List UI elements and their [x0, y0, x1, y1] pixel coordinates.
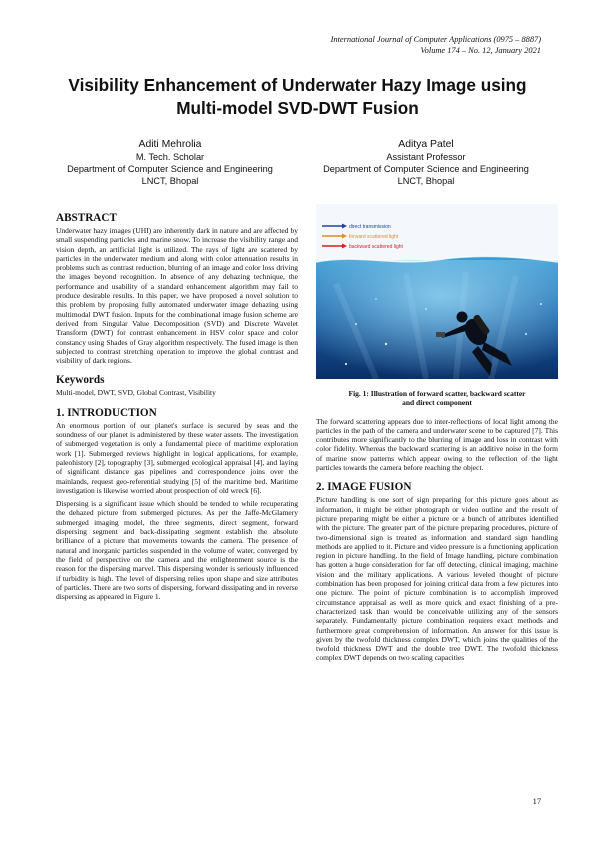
author-role: M. Tech. Scholar: [135, 152, 205, 162]
caption-line-1: Fig. 1: Illustration of forward scatter, backward scatter: [348, 389, 526, 398]
author-name: Aditya Patel: [398, 139, 454, 150]
intro-heading: 1. INTRODUCTION: [56, 406, 157, 419]
abstract-heading: ABSTRACT: [56, 212, 117, 224]
keywords-heading: Keywords: [56, 374, 105, 387]
intro-paragraph-2: Dispersing is a significant issue which should be tended to while recuperating the dehazed picture from submerged pictures. As per the Jaffe-McGlamery submerged imaging model, the three segments, direct segment, forward dispersing segment and back-dissipating segment establish the absolute brilliance of a picture that movements towards the camera. The presence of natural and inorganic particles suspended in the volume of water, converged by the field of perspective on the camera and the enlightenment source is the reason for the dispersing marvel. This dispersing wonder is seriously influenced if turbidity is high. The level of dispersing relies upon shape and size attributes of particles. There are two sorts of dispersing, forward dissipating and in reverse dispersing as appeared in Figure 1.: [56, 499, 298, 602]
title-line-1: Visibility Enhancement of Underwater Hazy Image using: [68, 75, 527, 95]
author-inst: LNCT, Bhopal: [141, 176, 199, 186]
paper-title: [40, 74, 555, 120]
abstract-text: Underwater hazy images (UHI) are inherently dark in nature and are affected by small suspending particles and marine snow. To increase the visibility range and vision depth, an artificial light is utilized. The rays of light are scattered by particles in the underwater medium and along with color attenuation results in problems such as contrast reduction, blurring of an image and color loss driving the images beyond recognition. In absence of any dehazing technique, the performance and usability of a standard enhancement algorithm may fail to produce desirable results. In this paper, we have proposed a novel solution to this problem by proposing fully automated underwater image dehazing using multimodal DWT fusion. Inputs for the combinational image fusion scheme are derived from Singular Value Decomposition (SVD) and Discrete Wavelet Transform (DWT) for contrast enhancement in HSV color space and color constancy using Shades of Gray algorithm respectively. The fused image is then subjected to contrast stretching operation to improve the global contrast and visibility of dark regions.: [56, 226, 298, 366]
figure-caption: [316, 389, 558, 408]
author-block-2: [296, 138, 556, 187]
page-number: 17: [532, 797, 541, 806]
keywords-text: Multi-model, DWT, SVD, Global Contrast, Visibility: [56, 388, 216, 398]
author-inst: LNCT, Bhopal: [397, 176, 455, 186]
journal-volume: Volume 174 – No. 12, January 2021: [420, 46, 541, 55]
figure-underwater-scatter: [316, 204, 558, 379]
intro-paragraph-1: An enormous portion of our planet's surface is secured by seas and the soundness of our planet is administered by these water assets. The investigation of submerged vegetation is only a fundamental piece of maritime exploration work [1]. Submerged reviews highlight in logical applications, for example, paleohistory [2], topography [3], submerged ecological appraisal [4], and laying of significant distance gas pipelines and correspondence joins over the mainlands, request geo-referential studying [5] of the maritime bed. Maritime investigation is likewise worried about prospection of old wreck [6].: [56, 420, 298, 495]
right-column: [316, 204, 558, 663]
fusion-paragraph: Picture handling is one sort of sign preparing for this picture goes about as information, it might be either photograph or video outline and the result of picture preparing might be either a picture or a bunch of attributes identified with the picture. The greater part of the picture preparing procedures, picture of two-dimensional sign is treated as information and standard sign handling methods are applied to it. Picture and video pressure is a functioning application region in picture handling. In the field of Image handling, picture combination has gotten a huge consideration for far off detecting, clinical imaging, machine vision and the military applications. A various leveled thought of picture combination has been proposed for joining critical data from a few pictures into one picture. The point of picture combination is to accomplish improved circumstance appraisal as well as more quick and exact finishing of a pre-characterized task than would be conceivable utilizing any of the sensors separately. Fundamentally picture combination requires exact methods and furthermore great comprehension of information. An answer for this issue is given by the twofold thickness complex DWT, which joins the qualities of the twofold thickness DWT and the double tree DWT. The twofold thickness complex DWT depends on two scaling capacities: [316, 495, 558, 663]
scatter-paragraph: The forward scattering appears due to inter-reflections of local light among the particles in the path of the camera and underwater scene to be captured [7]. This contributes more significantly to the blurring of image and loss in contrast with color fidelity. Whereas the backward scattering is an additive noise in the form of marine snow patterns which appear owing to the reflection of the light particles towards the camera before reaching the object.: [316, 416, 558, 473]
author-dept: Department of Computer Science and Engineering: [67, 164, 273, 174]
journal-header: [331, 34, 541, 56]
legend-backward-label: backward scattered light: [349, 244, 403, 250]
figure-illustration: [316, 204, 558, 379]
title-line-2: Multi-model SVD-DWT Fusion: [176, 98, 419, 118]
left-column: [56, 212, 298, 601]
legend-direct-label: direct transmission: [349, 224, 391, 230]
fusion-heading: 2. IMAGE FUSION: [316, 481, 412, 494]
caption-line-2: and direct component: [402, 398, 472, 408]
legend-forward-label: forward scattered light: [349, 234, 399, 240]
author-name: Aditi Mehrolia: [138, 139, 202, 150]
author-dept: Department of Computer Science and Engineering: [323, 164, 529, 174]
author-role: Assistant Professor: [386, 152, 466, 162]
author-block-1: [40, 138, 300, 187]
journal-name: International Journal of Computer Applications (0975 – 8887): [330, 35, 541, 44]
